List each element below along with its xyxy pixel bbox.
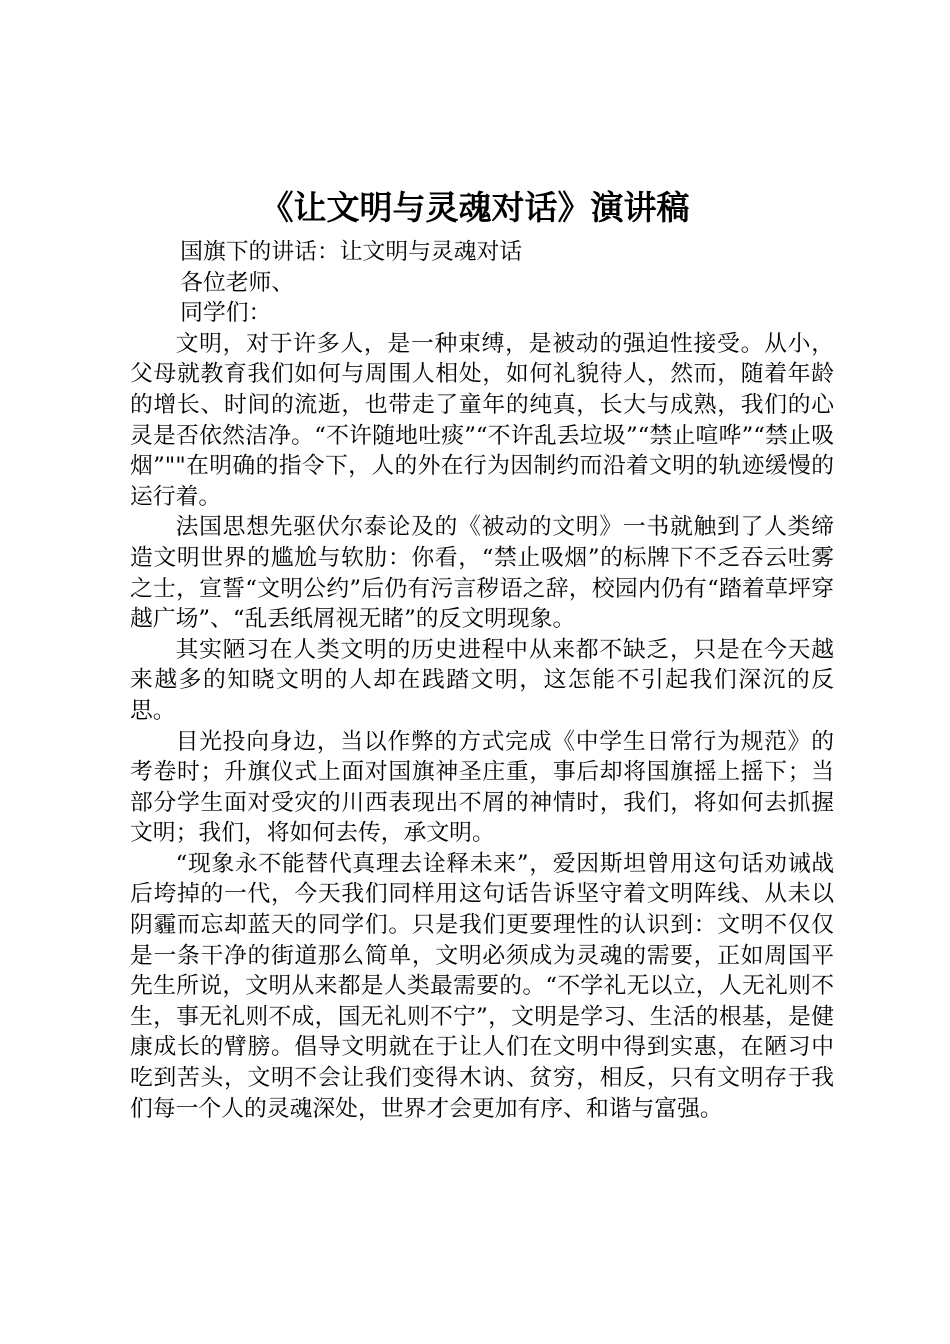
document-title: 《让文明与灵魂对话》演讲稿: [260, 188, 690, 227]
body-paragraph: 其实陋习在人类文明的历史进程中从来都不缺乏，只是在今天越来越多的知晓文明的人却在践踏文明，这怎能不引起我们深沉的反思。: [130, 636, 834, 724]
body-paragraph: 法国思想先驱伏尔泰论及的《被动的文明》一书就触到了人类缔造文明世界的尴尬与软肋：你看，“禁止吸烟”的标牌下不乏吞云吐雾之士，宣誓“文明公约”后仍有污言秽语之辞，校园内仍有“踏着草坪穿越广场”、“乱丢纸屑视无睹”的反文明现象。: [130, 514, 834, 633]
body-paragraph: “现象永不能替代真理去诠释未来”，爱因斯坦曾用这句话劝诫战后垮掉的一代，今天我们同样用这句话告诉坚守着文明阵线、从未以阴霾而忘却蓝天的同学们。只是我们更要理性的认识到：文明不仅仅是一条干净的街道那么简单，文明必须成为灵魂的需要，正如周国平先生所说，文明从来都是人类最需要的。“不学礼无以立，人无礼则不生，事无礼则不成，国无礼则不宁”，文明是学习、生活的根基，是健康成长的臂膀。倡导文明就在于让人们在文明中得到实惠，在陋习中吃到苦头，文明不会让我们变得木讷、贫穷，相反，只有文明存于我们每一个人的灵魂深处，世界才会更加有序、和谐与富强。: [130, 850, 834, 1122]
document-body: [130, 237, 834, 1124]
body-paragraph: 目光投向身边，当以作弊的方式完成《中学生日常行为规范》的考卷时；升旗仪式上面对国旗神圣庄重，事后却将国旗摇上摇下；当部分学生面对受灾的川西表现出不屑的神情时，我们，将如何去抓握文明；我们，将如何去传，承文明。: [130, 728, 834, 847]
salutation-students: 同学们：: [180, 300, 272, 327]
body-paragraph: 文明，对于许多人，是一种束缚，是被动的强迫性接受。从小，父母就教育我们如何与周围人相处，如何礼貌待人，然而，随着年龄的增长、时间的流逝，也带走了童年的纯真，长大与成熟，我们的心灵是否依然洁净。“不许随地吐痰”“不许乱丢垃圾”“禁止喧哗”“禁止吸烟”""在明确的指令下，人的外在行为因制约而沿着文明的轨迹缓慢的运行着。: [130, 330, 834, 510]
salutation-teachers: 各位老师、: [180, 269, 295, 296]
speech-heading: 国旗下的讲话：让文明与灵魂对话: [180, 239, 523, 265]
